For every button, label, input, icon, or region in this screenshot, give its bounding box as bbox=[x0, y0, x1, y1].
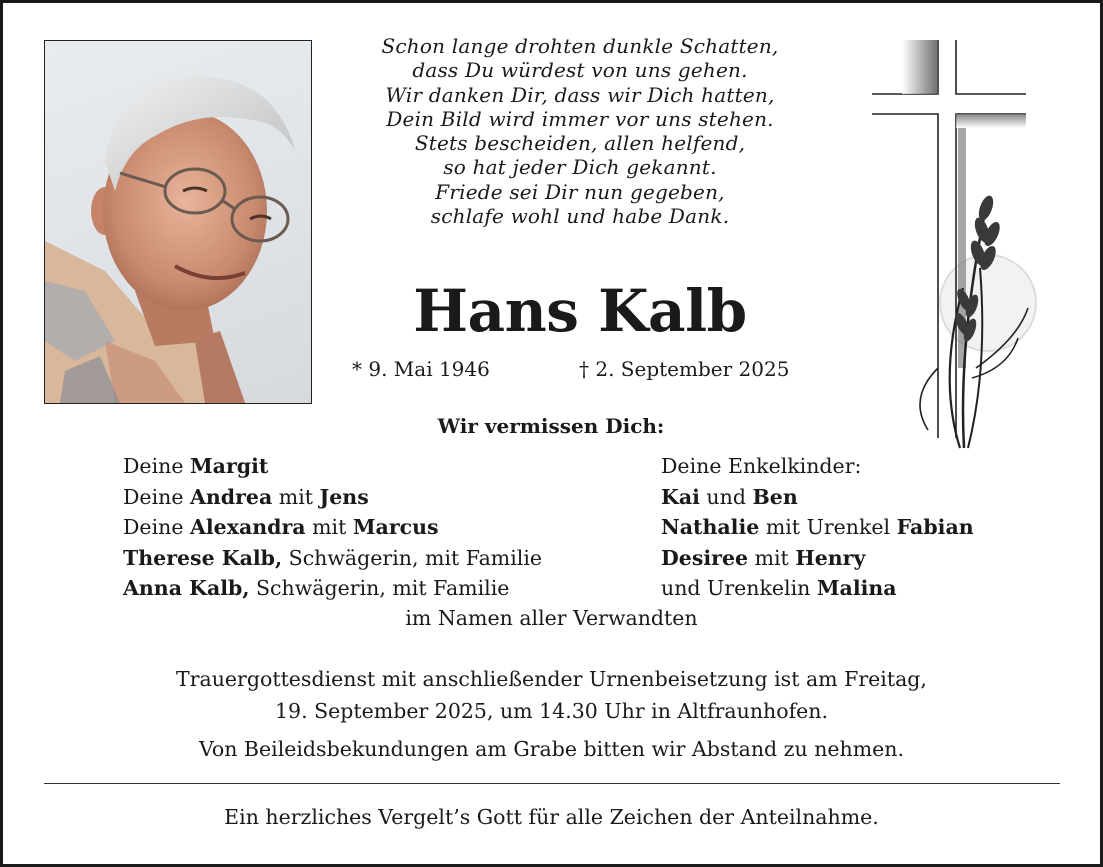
poem-line: Stets bescheiden, allen helfend, bbox=[414, 131, 746, 156]
mourners-right-column bbox=[661, 451, 974, 604]
mourner-line: Anna Kalb, Schwägerin, mit Familie bbox=[123, 576, 510, 600]
poem-line: Dein Bild wird immer vor uns stehen. bbox=[386, 106, 774, 131]
death-date: † 2. September 2025 bbox=[579, 357, 790, 381]
deceased-name: Hans Kalb bbox=[413, 277, 747, 345]
family-line: im Namen aller Verwandten bbox=[405, 606, 698, 630]
service-line-2: 19. September 2025, um 14.30 Uhr in Altfraunhofen. bbox=[274, 699, 829, 723]
cross-with-wheat-icon bbox=[868, 38, 1040, 458]
mourner-line: Deine Alexandra mit Marcus bbox=[123, 515, 439, 539]
mourners-heading: Wir vermissen Dich: bbox=[437, 414, 665, 438]
poem-line: Schon lange drohten dunkle Schatten, bbox=[381, 34, 779, 58]
mourner-line: Kai und Ben bbox=[661, 484, 798, 509]
mourner-line: Deine Margit bbox=[123, 454, 269, 478]
poem-line: Wir danken Dir, dass wir Dich hatten, bbox=[385, 82, 775, 107]
portrait-photo bbox=[44, 40, 312, 404]
poem-line: dass Du würdest von uns gehen. bbox=[412, 58, 748, 83]
divider bbox=[44, 783, 1060, 784]
birth-date: * 9. Mai 1946 bbox=[352, 357, 490, 381]
poem-line: Friede sei Dir nun gegeben, bbox=[435, 179, 725, 204]
mourner-line: und Urenkelin Malina bbox=[661, 576, 897, 600]
service-line-1: Trauergottesdienst mit anschließender Urnenbeisetzung ist am Freitag, bbox=[176, 667, 927, 691]
mourner-line: Deine Andrea mit Jens bbox=[123, 484, 369, 509]
mourners-left-column bbox=[123, 451, 542, 604]
condolence-note: Von Beileidsbekundungen am Grabe bitten wir Abstand zu nehmen. bbox=[198, 737, 905, 761]
thanks-line: Ein herzliches Vergelt’s Gott für alle Zeichen der Anteilnahme. bbox=[224, 805, 879, 829]
poem-line: so hat jeder Dich gekannt. bbox=[443, 155, 717, 180]
mourner-line: Therese Kalb, Schwägerin, mit Familie bbox=[123, 545, 543, 570]
mourner-line: Nathalie mit Urenkel Fabian bbox=[661, 515, 974, 539]
mourner-line: Desiree mit Henry bbox=[661, 545, 866, 570]
poem-line: schlafe wohl und habe Dank. bbox=[430, 204, 730, 229]
poem bbox=[330, 34, 830, 228]
mourner-line: Deine Enkelkinder: bbox=[661, 454, 862, 478]
